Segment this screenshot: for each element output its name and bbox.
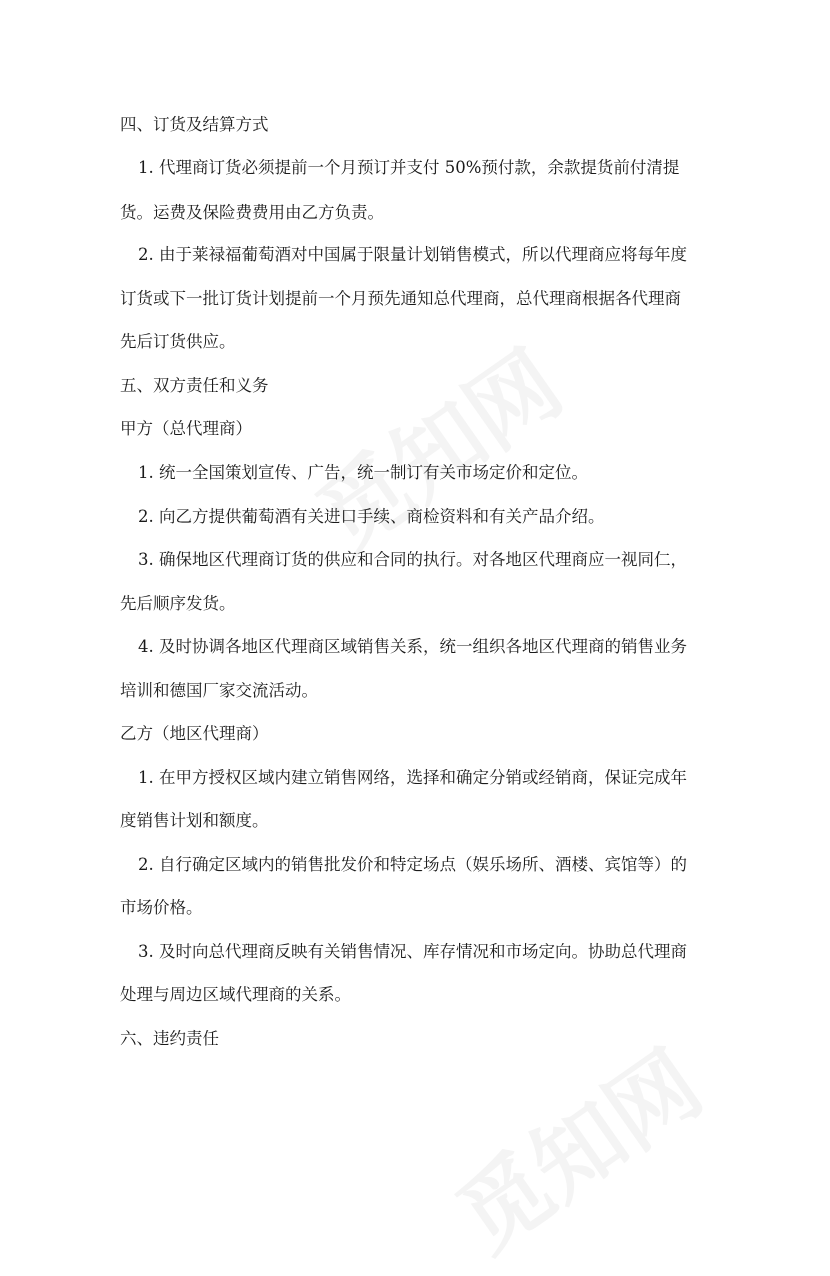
section-heading-6: 六、违约责任 (120, 1029, 219, 1048)
paragraph-line: 货。运费及保险费费用由乙方负责。 (120, 203, 384, 222)
paragraph-line: 2. 自行确定区域内的销售批发价和特定场点（娱乐场所、酒楼、宾馆等）的 (138, 855, 687, 874)
party-b-heading: 乙方（地区代理商） (120, 724, 269, 743)
paragraph-line: 培训和德国厂家交流活动。 (120, 681, 318, 700)
paragraph-line: 2. 向乙方提供葡萄酒有关进口手续、商检资料和有关产品介绍。 (138, 507, 605, 526)
paragraph-line: 市场价格。 (120, 898, 203, 917)
paragraph-line: 4. 及时协调各地区代理商区域销售关系，统一组织各地区代理商的销售业务 (138, 637, 687, 656)
paragraph-line: 先后订货供应。 (120, 332, 236, 351)
paragraph-line: 先后顺序发货。 (120, 594, 236, 613)
paragraph-line: 1. 在甲方授权区域内建立销售网络，选择和确定分销或经销商，保证完成年 (138, 768, 687, 787)
paragraph-line: 处理与周边区域代理商的关系。 (120, 985, 351, 1004)
paragraph-line: 3. 及时向总代理商反映有关销售情况、库存情况和市场定向。协助总代理商 (138, 942, 687, 961)
section-heading-4: 四、订货及结算方式 (120, 115, 269, 134)
section-heading-5: 五、双方责任和义务 (120, 376, 269, 395)
watermark (287, 314, 583, 575)
watermark-lower (427, 1014, 723, 1275)
paragraph-line: 2. 由于莱禄福葡萄酒对中国属于限量计划销售模式，所以代理商应将每年度 (138, 245, 687, 264)
party-a-heading: 甲方（总代理商） (120, 419, 252, 438)
paragraph-line: 订货或下一批订货计划提前一个月预先通知总代理商，总代理商根据各代理商 (120, 289, 681, 308)
paragraph-line: 1. 代理商订货必须提前一个月预订并支付 50%预付款，余款提货前付清提 (138, 158, 680, 177)
paragraph-line: 度销售计划和额度。 (120, 811, 269, 830)
paragraph-line: 1. 统一全国策划宣传、广告，统一制订有关市场定价和定位。 (138, 463, 588, 482)
paragraph-line: 3. 确保地区代理商订货的供应和合同的执行。对各地区代理商应一视同仁， (138, 550, 687, 569)
